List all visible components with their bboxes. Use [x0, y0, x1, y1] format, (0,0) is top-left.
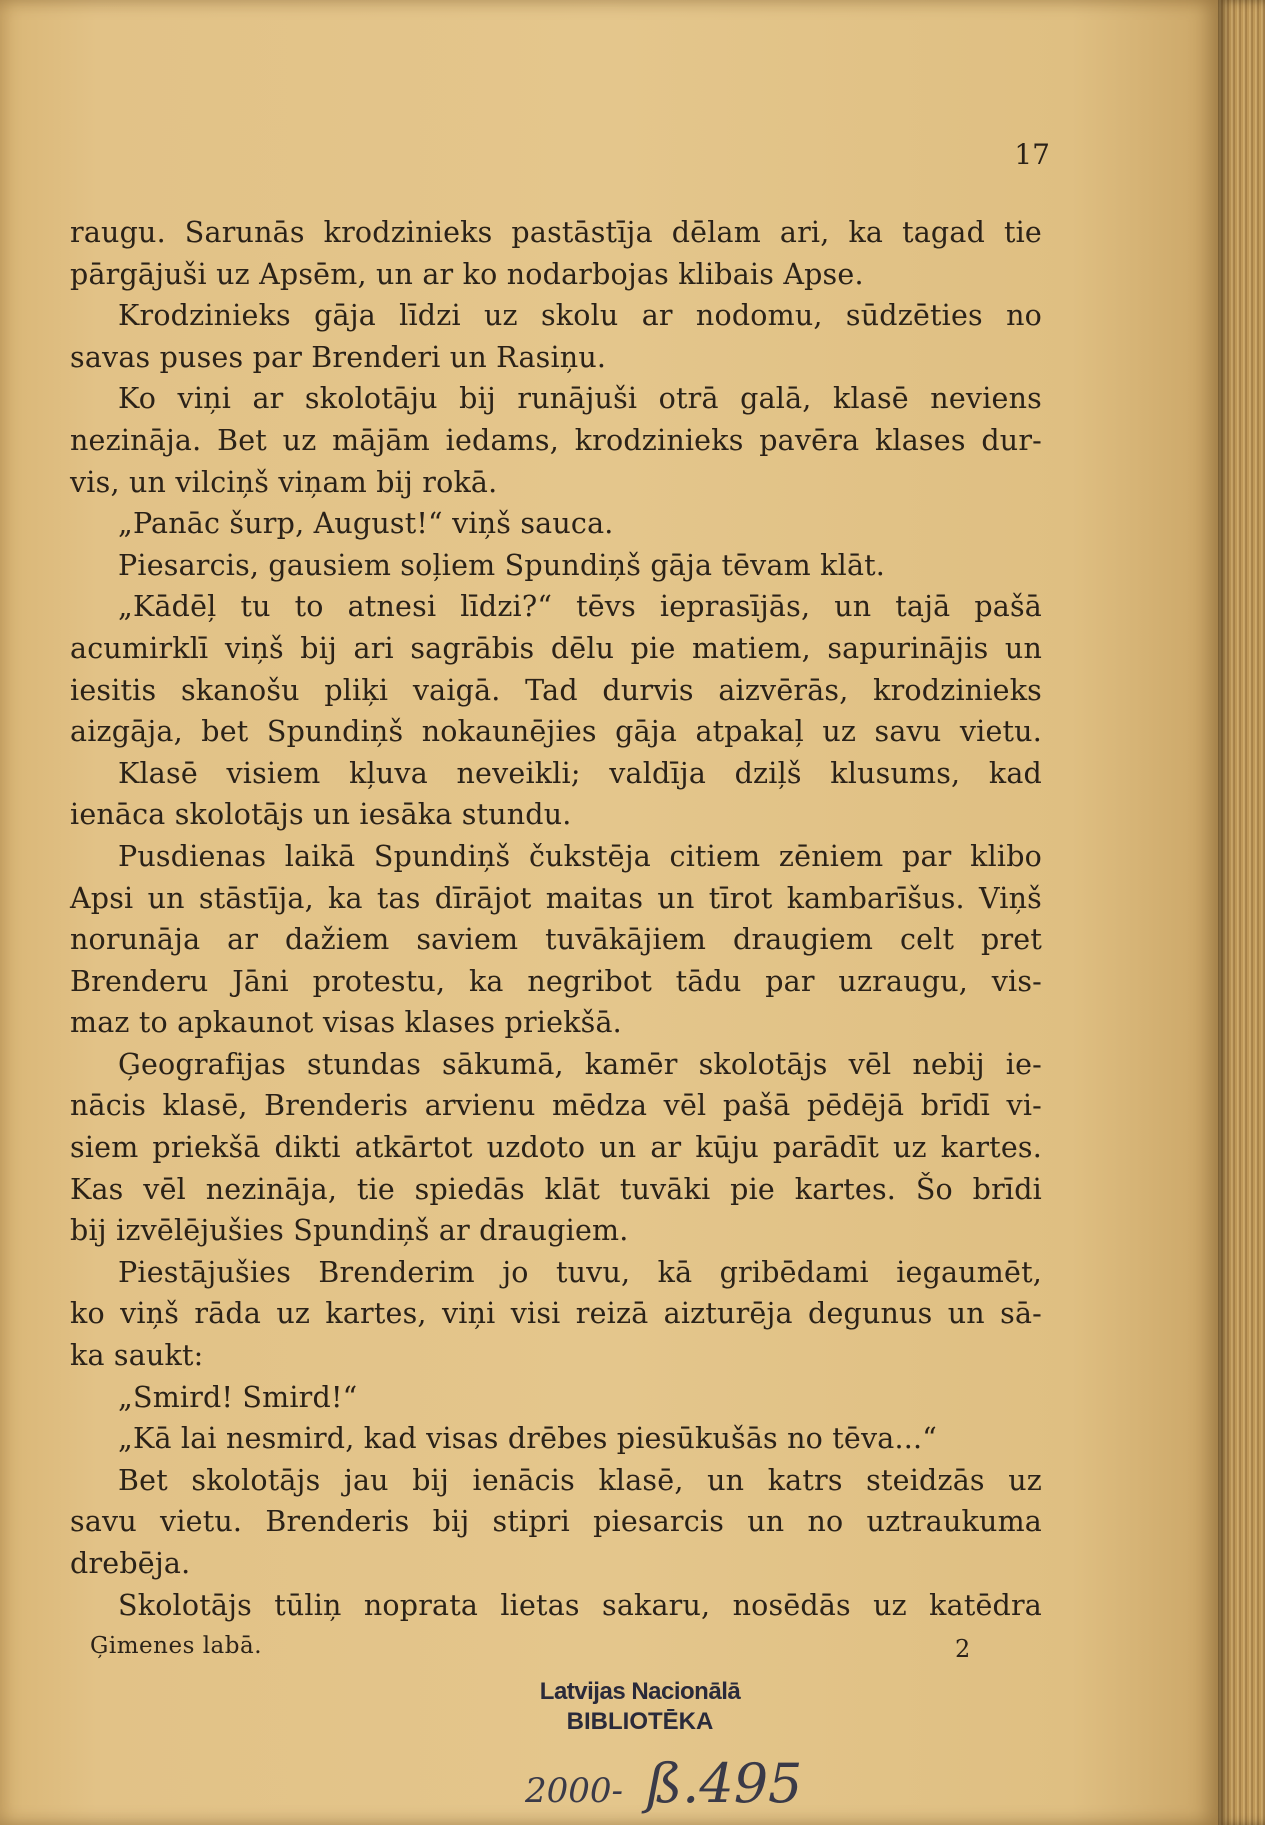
handwritten-code: ß.495	[646, 1752, 803, 1815]
text-line: „Kādēļ tu to atnesi līdzi?“ tēvs ieprasījās, un tajā pašā	[118, 590, 1042, 624]
text-line: „Panāc šurp, August!“ viņš sauca.	[118, 507, 614, 541]
text-line: Bet skolotājs jau bij ienācis klasē, un katrs steidzās uz	[118, 1463, 1042, 1497]
text-line: savas puses par Brenderi un Rasiņu.	[70, 340, 607, 374]
stamp-line-2: BIBLIOTĒKA	[566, 1708, 714, 1735]
text-line: „Smird! Smird!“	[118, 1380, 358, 1414]
text-line: drebēja.	[70, 1547, 191, 1580]
text-line: Klasē visiem kļuva neveikli; valdīja dziļš klusums, kad	[118, 756, 1042, 790]
handwritten-year: 2000-	[525, 1771, 624, 1811]
text-line: Pusdienas laikā Spundiņš čukstēja citiem zēniem par klibo	[118, 839, 1042, 873]
body-text	[70, 212, 1042, 1626]
text-line: bij izvēlējušies Spundiņš ar draugiem.	[70, 1214, 629, 1248]
text-line: nezināja. Bet uz mājām iedams, krodzinieks pavēra klases dur-	[70, 423, 1042, 457]
text-line: Kas vēl nezināja, tie spiedās klāt tuvāki pie kartes. Šo brīdi	[70, 1172, 1042, 1206]
text-line: iesitis skanošu pliķi vaigā. Tad durvis aizvērās, krodzinieks	[70, 673, 1042, 707]
text-line: siem priekšā dikti atkārtot uzdoto un ar kūju parādīt uz kartes.	[70, 1131, 1042, 1165]
stamp-line-1: Latvijas Nacionālā	[539, 1678, 741, 1705]
page-number: 17	[1014, 138, 1050, 171]
text-line: Piestājušies Brenderim jo tuvu, kā gribēdami iegaumēt,	[118, 1255, 1042, 1289]
text-line: ienāca skolotājs un iesāka stundu.	[70, 798, 572, 832]
footer-signature-number: 2	[955, 1635, 971, 1663]
text-line: aizgāja, bet Spundiņš nokaunējies gāja atpakaļ uz savu vietu.	[70, 715, 1042, 749]
text-line: ka saukt:	[70, 1339, 204, 1373]
text-line: Krodzinieks gāja līdzi uz skolu ar nodomu, sūdzēties no	[118, 299, 1042, 333]
text-line: ko viņš rāda uz kartes, viņi visi reizā aizturēja degunus un sā-	[70, 1297, 1042, 1331]
handwritten-accession	[525, 1752, 802, 1815]
text-line: raugu. Sarunās krodzinieks pastāstīja dēlam ari, ka tagad tie	[70, 216, 1042, 249]
text-line: vis, un vilciņš viņam bij rokā.	[70, 465, 498, 499]
footer-book-title: Ģimenes labā.	[90, 1633, 263, 1659]
text-line: norunāja ar dažiem saviem tuvākājiem draugiem celt pret	[70, 923, 1042, 957]
text-line: savu vietu. Brenderis bij stipri piesarcis un no uztraukuma	[70, 1505, 1042, 1539]
text-line: Ko viņi ar skolotāju bij runājuši otrā galā, klasē neviens	[118, 382, 1042, 416]
text-line: Skolotājs tūliņ noprata lietas sakaru, nosēdās uz katēdra	[118, 1588, 1042, 1622]
library-stamp	[520, 1677, 760, 1737]
text-line: acumirklī viņš bij ari sagrābis dēlu pie matiem, sapurinājis un	[70, 631, 1042, 665]
text-line: Brenderu Jāni protestu, ka negribot tādu par uzraugu, vis-	[70, 964, 1042, 998]
text-line: pārgājuši uz Apsēm, un ar ko nodarbojas klibais Apse.	[70, 257, 864, 291]
text-line: nācis klasē, Brenderis arvienu mēdza vēl pašā pēdējā brīdī vi-	[70, 1089, 1042, 1123]
text-line: Apsi un stāstīja, ka tas dīrājot maitas un tīrot kambarīšus. Viņš	[70, 881, 1042, 915]
text-line: Ģeografijas stundas sākumā, kamēr skolotājs vēl nebij ie-	[118, 1047, 1042, 1081]
book-page-edge	[1218, 0, 1265, 1825]
text-line: „Kā lai nesmird, kad visas drēbes piesūkušās no tēva...“	[118, 1422, 938, 1456]
text-line: Piesarcis, gausiem soļiem Spundiņš gāja tēvam klāt.	[118, 548, 886, 582]
text-line: maz to apkaunot visas klases priekšā.	[70, 1006, 622, 1040]
